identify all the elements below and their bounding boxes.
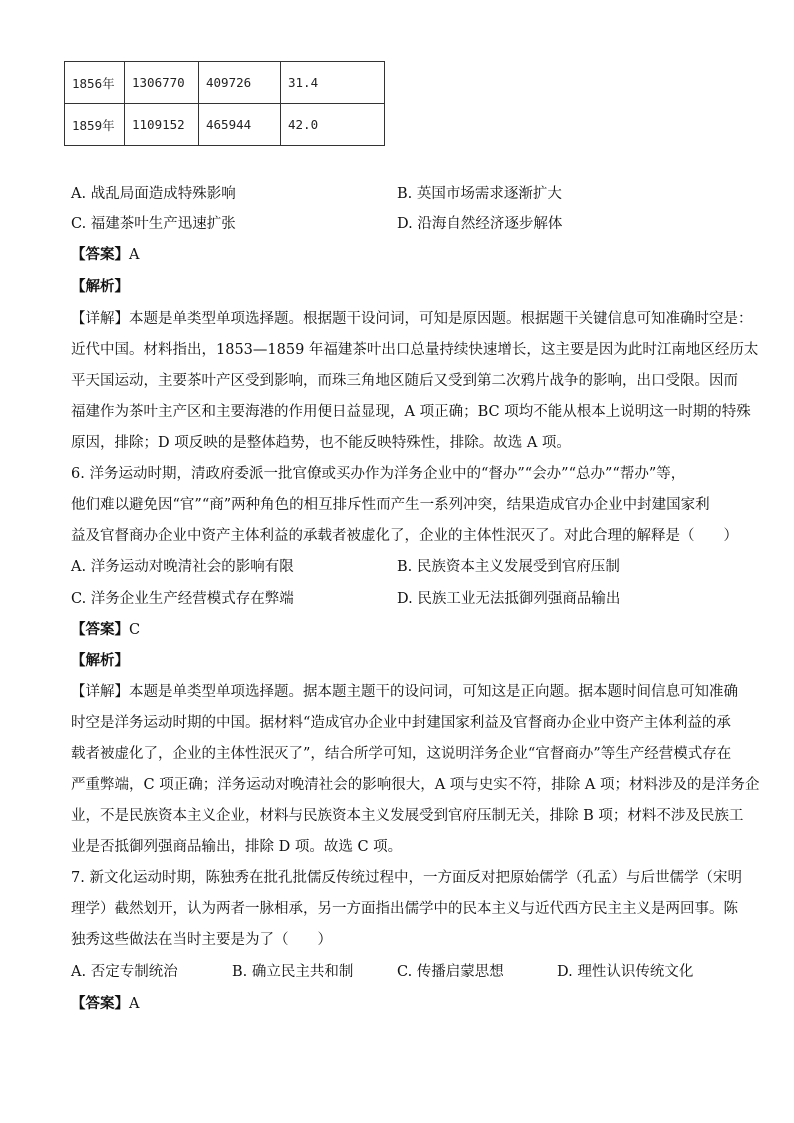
q5-option-c: C. 福建茶叶生产迅速扩张 — [71, 216, 236, 232]
q7-option-d: D. 理性认识传统文化 — [557, 964, 694, 980]
table-row — [65, 104, 385, 146]
q6-analysis-label: 【解析】 — [71, 652, 129, 669]
q6-detail-line: 业是否抵御列强商品输出，排除 D 项。故选 C 项。 — [71, 839, 403, 855]
q5-option-b: B. 英国市场需求逐渐扩大 — [397, 186, 562, 202]
table-cell: 1306770 — [125, 62, 199, 104]
q6-stem-line: 他们难以避免因“官”“商”两种角色的相互排斥性而产生一系列冲突，结果造成官办企业中封建国家利 — [71, 497, 710, 513]
table-cell-year: 1856年 — [65, 62, 125, 104]
q6-detail-line: 业，不是民族资本主义企业，材料与民族资本主义发展受到官府压制无关，排除 B 项；材料不涉及民族工 — [71, 808, 744, 824]
q6-option-a: A. 洋务运动对晚清社会的影响有限 — [71, 559, 294, 575]
q6-detail-line: 严重弊端，C 项正确；洋务运动对晚清社会的影响很大，A 项与史实不符，排除 A 项；材料涉及的是洋务企 — [71, 777, 760, 793]
q7-stem-line: 独秀这些做法在当时主要是为了（ ） — [71, 932, 332, 948]
answer-value: A — [129, 996, 140, 1012]
q7-option-c: C. 传播启蒙思想 — [397, 964, 504, 980]
q5-answer — [71, 245, 139, 265]
table-cell: 465944 — [199, 104, 281, 146]
q6-option-b: B. 民族资本主义发展受到官府压制 — [397, 559, 620, 575]
q7-stem-line: 理学）截然划开，认为两者一脉相承，另一方面指出儒学中的民本主义与近代西方民主主义是两回事。陈 — [71, 901, 738, 917]
q5-detail-line: 福建作为茶叶主产区和主要海港的作用便日益显现，A 项正确；BC 项均不能从根本上说明这一时期的特殊 — [71, 404, 751, 420]
answer-label: 【答案】 — [71, 621, 129, 638]
q6-detail-line: 【详解】本题是单类型单项选择题。据本题主题干的设问词，可知这是正向题。据本题时间信息可知准确 — [71, 684, 738, 700]
q5-option-a: A. 战乱局面造成特殊影响 — [71, 186, 236, 202]
q5-analysis-label: 【解析】 — [71, 278, 129, 295]
answer-value: C — [129, 622, 141, 638]
answer-label: 【答案】 — [71, 995, 129, 1012]
q7-option-a: A. 否定专制统治 — [71, 964, 178, 980]
q5-option-d: D. 沿海自然经济逐步解体 — [397, 216, 563, 232]
q5-detail-line: 原因，排除；D 项反映的是整体趋势，也不能反映特殊性，排除。故选 A 项。 — [71, 435, 571, 451]
export-data-table — [64, 61, 385, 146]
q6-answer — [71, 620, 140, 640]
table-row — [65, 62, 385, 104]
table-cell-year: 1859年 — [65, 104, 125, 146]
table-cell: 31.4 — [281, 62, 385, 104]
table-cell: 42.0 — [281, 104, 385, 146]
answer-label: 【答案】 — [71, 246, 129, 263]
q7-stem-line: 7. 新文化运动时期，陈独秀在批孔批儒反传统过程中，一方面反对把原始儒学（孔孟）与后世儒学（宋明 — [71, 870, 742, 886]
answer-value: A — [129, 247, 140, 263]
q6-detail-line: 载者被虚化了，企业的主体性泯灭了”，结合所学可知，这说明洋务企业“官督商办”等生产经营模式存在 — [71, 746, 732, 762]
table-cell: 409726 — [199, 62, 281, 104]
q7-answer — [71, 994, 139, 1014]
q5-detail-line: 【详解】本题是单类型单项选择题。根据题干设问词，可知是原因题。根据题干关键信息可知准确时空是： — [71, 311, 753, 327]
table-cell: 1109152 — [125, 104, 199, 146]
q6-detail-line: 时空是洋务运动时期的中国。据材料“造成官办企业中封建国家利益及官督商办企业中资产主体利益的承 — [71, 715, 731, 731]
q5-detail-line: 平天国运动，主要茶叶产区受到影响，而珠三角地区随后又受到第二次鸦片战争的影响，出口受限。因而 — [71, 373, 738, 389]
q6-option-d: D. 民族工业无法抵御列强商品输出 — [397, 591, 621, 607]
q7-option-b: B. 确立民主共和制 — [232, 964, 354, 980]
q6-stem-line: 益及官督商办企业中资产主体利益的承载者被虚化了，企业的主体性泯灭了。对此合理的解释是（ ） — [71, 528, 738, 544]
q6-stem-line: 6. 洋务运动时期，清政府委派一批官僚或买办作为洋务企业中的“督办”“会办”“总办”“帮办”等， — [71, 466, 686, 482]
q5-detail-line: 近代中国。材料指出，1853—1859 年福建茶叶出口总量持续快速增长，这主要是因为此时江南地区经历太 — [71, 342, 759, 358]
q6-option-c: C. 洋务企业生产经营模式存在弊端 — [71, 591, 294, 607]
